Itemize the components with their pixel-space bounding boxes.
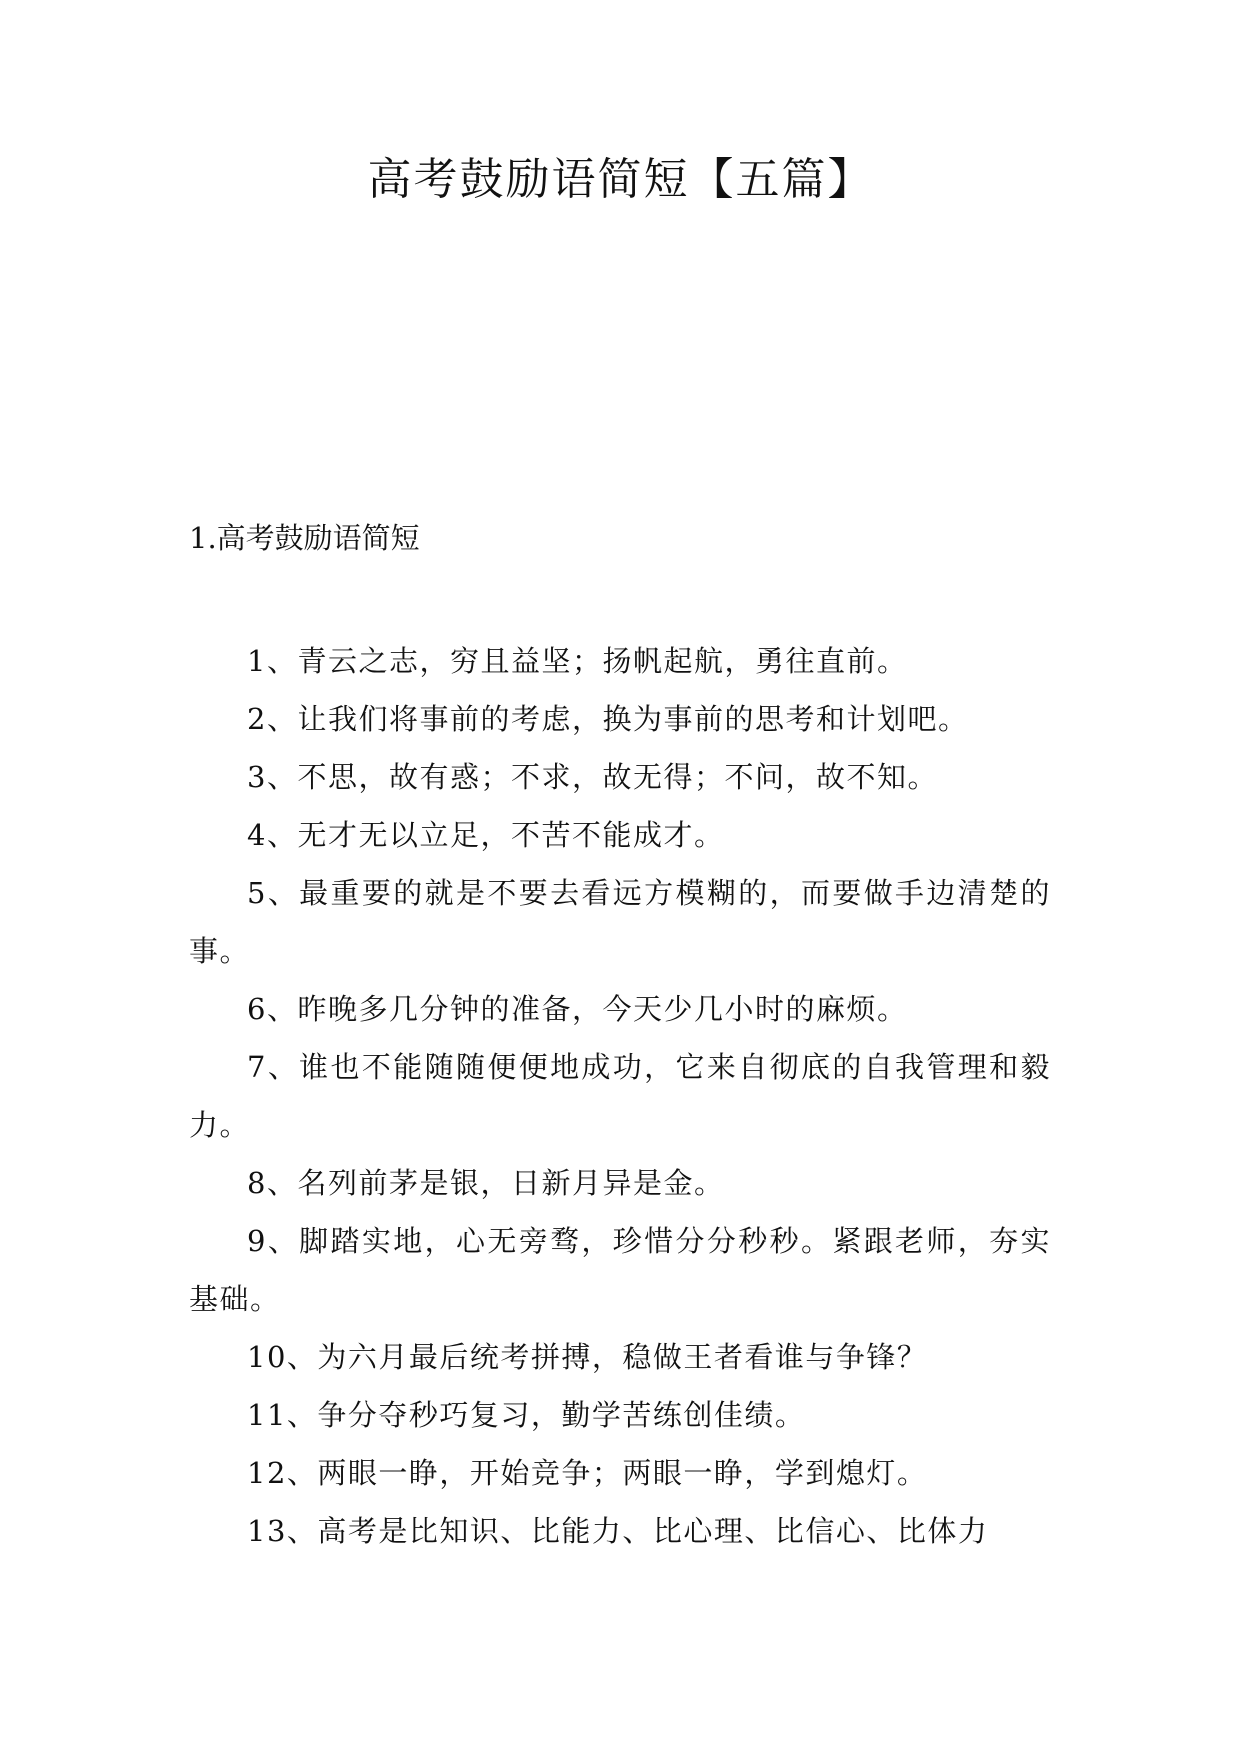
list-item: 6、昨晚多几分钟的准备，今天少几小时的麻烦。 [247,992,908,1026]
list-item: 5、最重要的就是不要去看远方模糊的，而要做手边清楚的事。 [189,876,1051,968]
list-item: 12、两眼一睁，开始竞争；两眼一睁，学到熄灯。 [247,1456,928,1490]
list-item: 4、无才无以立足，不苦不能成才。 [247,818,725,852]
list-item: 1、青云之志，穷且益坚；扬帆起航，勇往直前。 [247,644,908,678]
list-item: 10、为六月最后统考拼搏，稳做王者看谁与争锋？ [247,1340,928,1374]
list-item: 9、脚踏实地，心无旁骛，珍惜分分秒秒。紧跟老师，夯实基础。 [189,1224,1051,1316]
document-title: 高考鼓励语简短【五篇】 [367,154,874,205]
list-item: 3、不思，故有惑；不求，故无得；不问，故不知。 [247,760,938,794]
list-item: 11、争分夺秒巧复习，勤学苦练创佳绩。 [247,1398,806,1432]
encouragement-list [189,632,1051,1560]
list-item: 8、名列前茅是银，日新月异是金。 [247,1166,725,1200]
list-item: 7、谁也不能随随便便地成功，它来自彻底的自我管理和毅力。 [189,1050,1051,1142]
list-item: 2、让我们将事前的考虑，换为事前的思考和计划吧。 [247,702,969,736]
list-item: 13、高考是比知识、比能力、比心理、比信心、比体力 [247,1514,989,1548]
section-heading: 1.高考鼓励语简短 [189,521,420,555]
